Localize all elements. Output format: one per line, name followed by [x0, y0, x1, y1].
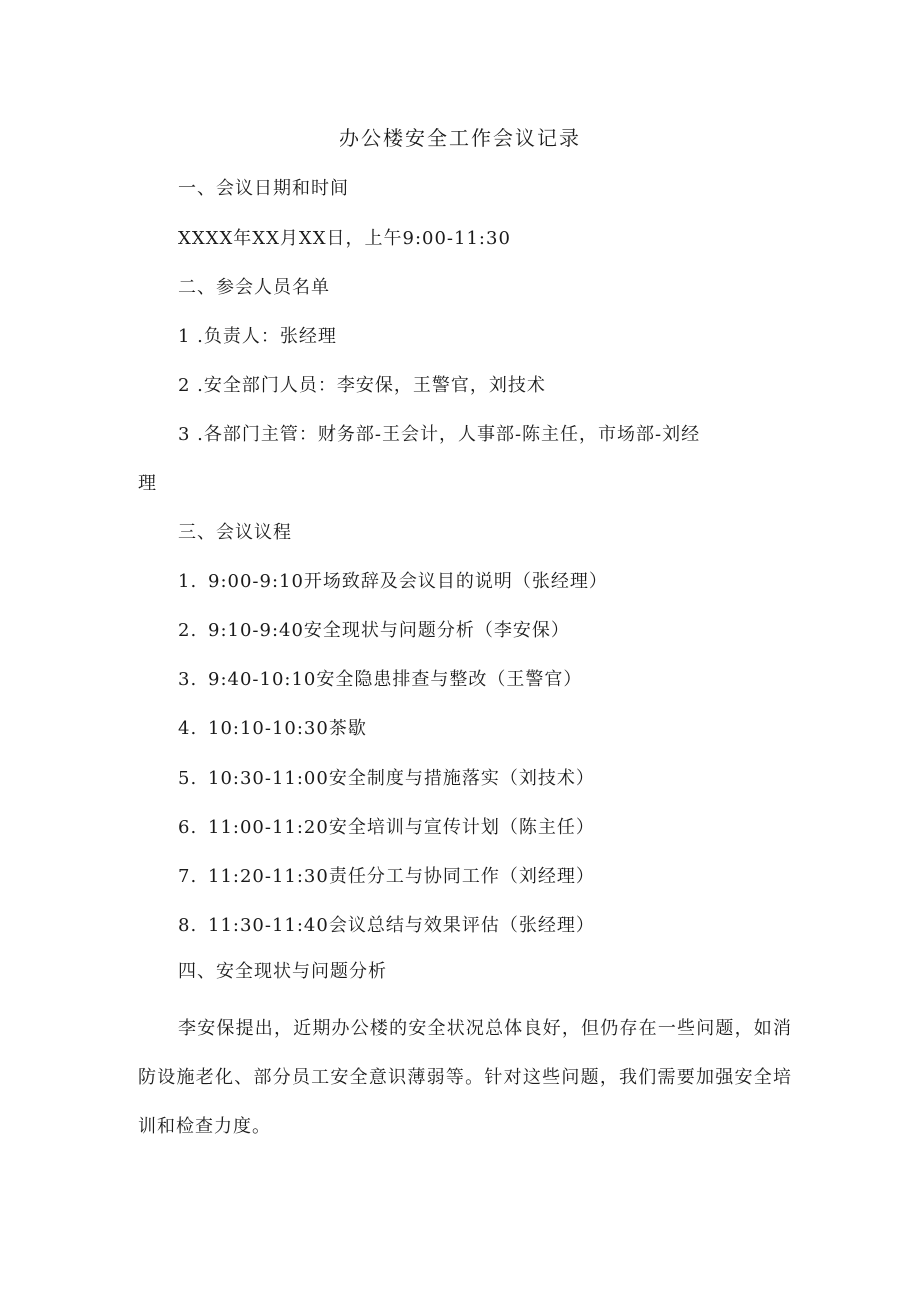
analysis-paragraph: 李安保提出，近期办公楼的安全状况总体良好，但仍存在一些问题，如消防设施老化、部分员工安全意识薄弱等。针对这些问题，我们需要加强安全培训和检查力度。 [138, 1018, 792, 1137]
agenda-number: 5. [178, 768, 198, 789]
agenda-item [178, 567, 608, 597]
agenda-number: 3. [178, 669, 198, 690]
agenda-text: 9:00-9:10开场致辞及会议目的说明（张经理） [208, 571, 608, 592]
attendee-item: 1 .负责人：张经理 [178, 326, 337, 347]
agenda-text: 11:30-11:40会议总结与效果评估（张经理） [208, 915, 595, 936]
agenda-number: 4. [178, 718, 198, 739]
agenda-item [178, 616, 570, 646]
agenda-text: 11:20-11:30责任分工与协同工作（刘经理） [208, 866, 595, 887]
attendee-item: 2 .安全部门人员：李安保，王警官，刘技术 [178, 375, 546, 396]
agenda-item [178, 862, 595, 892]
agenda-text: 9:10-9:40安全现状与问题分析（李安保） [208, 620, 570, 641]
agenda-text: 11:00-11:20安全培训与宣传计划（陈主任） [208, 817, 595, 838]
attendee-item: 3 .各部门主管：财务部-王会计，人事部-陈主任，市场部-刘经 [178, 424, 701, 445]
meeting-datetime: XXXX年XX月XX日，上午9:00-11:30 [178, 228, 511, 249]
agenda-item [178, 813, 595, 843]
agenda-text: 10:10-10:30茶歇 [208, 718, 367, 739]
agenda-number: 8. [178, 915, 198, 936]
document-title: 办公楼安全工作会议记录 [339, 126, 581, 150]
section-heading-date: 一、会议日期和时间 [178, 178, 349, 199]
agenda-text: 10:30-11:00安全制度与措施落实（刘技术） [208, 768, 595, 789]
agenda-item [178, 764, 595, 794]
agenda-item [178, 911, 595, 941]
section-heading-agenda: 三、会议议程 [178, 522, 292, 543]
agenda-text: 9:40-10:10安全隐患排查与整改（王警官） [208, 669, 583, 690]
agenda-item [178, 665, 582, 695]
agenda-item [178, 714, 367, 744]
agenda-number: 1. [178, 571, 198, 592]
attendee-item-wrap: 理 [138, 473, 157, 494]
agenda-number: 6. [178, 817, 198, 838]
agenda-number: 7. [178, 866, 198, 887]
agenda-number: 2. [178, 620, 198, 641]
section-heading-analysis: 四、安全现状与问题分析 [178, 961, 387, 982]
section-heading-attendees: 二、参会人员名单 [178, 277, 330, 298]
